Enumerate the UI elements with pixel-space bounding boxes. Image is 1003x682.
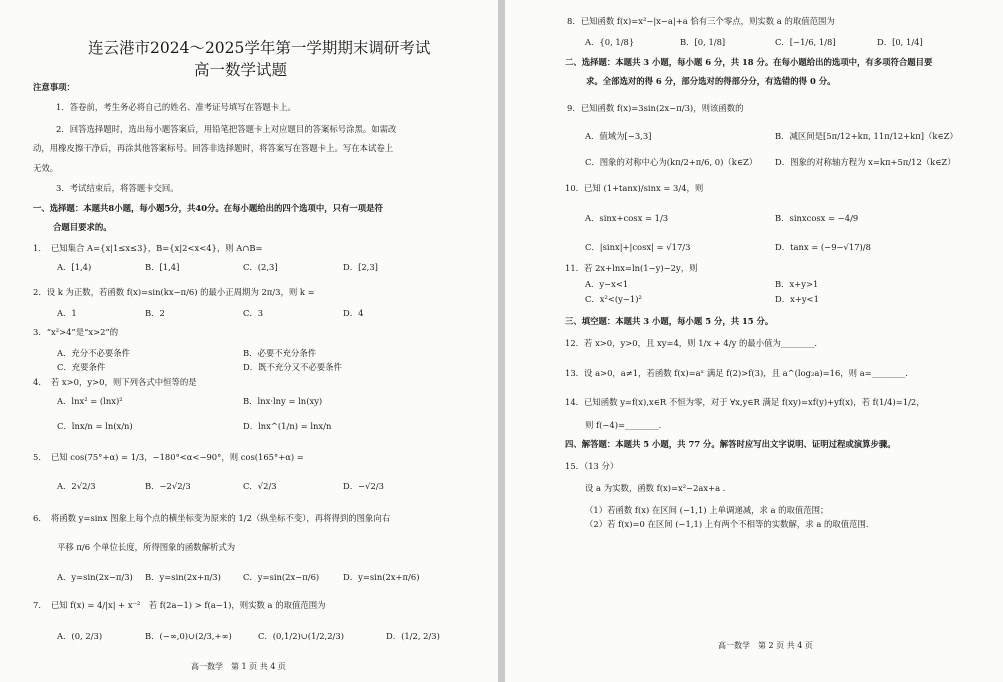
section-heading: 一、选择题：本题共8小题，每小题5分，共40分。在每小题给出的四个选项中，只有一项是符 <box>33 203 383 213</box>
page-footer: 高一数学 第 1 页 共 4 页 <box>191 662 286 671</box>
option: D．[0, 1/4] <box>877 37 923 47</box>
question-stem: 设 a 为实数，函数 f(x)=x²−2ax+a . <box>585 483 726 493</box>
notice-line: 2．回答选择题时，选出每小题答案后，用铅笔把答题卡上对应题目的答案标号涂黑。如需改 <box>56 124 397 134</box>
option: A．[1,4) <box>57 262 92 272</box>
option: C．(0,1/2)∪(1/2,2/3) <box>258 631 344 641</box>
option: A．(0, 2/3) <box>57 631 103 641</box>
page-footer: 高一数学 第 2 页 共 4 页 <box>718 641 813 650</box>
option: C．x²<(y−1)² <box>585 294 642 304</box>
option: B．y=sin(2x+π/3) <box>145 572 221 582</box>
question-part: （1）若函数 f(x) 在区间 (−1,1) 上单调递减，求 a 的取值范围； <box>585 505 829 515</box>
question-stem: 13．设 a>0，a≠1，若函数 f(x)=aˣ 满足 f(2)>f(3)，且 a^(log₂a)=16，则 a=________. <box>565 368 908 378</box>
option: A．sinx+cosx = 1/3 <box>585 213 669 223</box>
question-stem: 8．已知函数 f(x)=x²−|x−a|+a 恰有三个零点，则实数 a 的取值范围为 <box>567 16 835 26</box>
question-stem: 11．若 2x+lnx=ln(1−y)−2y，则 <box>565 263 698 273</box>
option: C．图象的对称中心为(kπ/2+π/6, 0)（k∈Z） <box>585 157 758 167</box>
option: A．2√2/3 <box>57 481 96 491</box>
question-stem: 15．（13 分） <box>565 461 619 471</box>
exam-title: 连云港市2024～2025学年第一学期期末调研考试 <box>88 39 431 57</box>
question-stem: 1． 已知集合 A={x|1≤x≤3}，B={x|2<x<4}，则 A∩B= <box>33 243 263 253</box>
option: A．y−x<1 <box>585 279 629 289</box>
question-stem: 4． 若 x>0，y>0，则下列各式中恒等的是 <box>33 377 197 387</box>
notice-line: 动，用橡皮擦干净后，再涂其他答案标号。回答非选择题时，将答案写在答题卡上。写在本试卷上 <box>33 143 394 153</box>
option: D．图象的对称轴方程为 x=kπ+5π/12（k∈Z） <box>775 157 956 167</box>
notice-line: 无效。 <box>33 163 59 173</box>
option: B．x+y>1 <box>775 279 819 289</box>
exam-subtitle: 高一数学试题 <box>194 61 288 79</box>
exam-page-2 <box>505 0 1003 682</box>
option: C．(2,3] <box>243 262 278 272</box>
notice-line: 1．答卷前，考生务必将自己的姓名、准考证号填写在答题卡上。 <box>56 102 296 112</box>
question-stem: 则 f(−4)=________. <box>585 420 662 430</box>
option: C．|sinx|+|cosx| = √17/3 <box>585 242 691 252</box>
option: A．lnx² = (lnx)² <box>57 396 123 406</box>
section-heading: 求。全部选对的得 6 分，部分选对的得部分分，有选错的得 0 分。 <box>586 76 836 86</box>
option: D．x+y<1 <box>775 294 819 304</box>
option: B．必要不充分条件 <box>243 348 317 358</box>
option: A．{0, 1/8} <box>585 37 635 47</box>
option: B．[0, 1/8] <box>680 37 726 47</box>
section-heading: 三、填空题：本题共 3 小题，每小题 5 分，共 15 分。 <box>565 316 774 326</box>
option: D．[2,3] <box>343 262 378 272</box>
option: C．lnx/n = ln(x/n) <box>57 421 133 431</box>
option: B．−2√2/3 <box>145 481 191 491</box>
option: B．(−∞,0)∪(2/3,+∞) <box>145 631 232 641</box>
option: D．既不充分又不必要条件 <box>243 362 342 372</box>
option: B．2 <box>145 308 165 318</box>
question-stem: 平移 π/6 个单位长度，所得图象的函数解析式为 <box>57 542 236 552</box>
notice-line: 3．考试结束后，将答题卡交回。 <box>56 183 179 193</box>
section-heading: 四、解答题：本题共 5 小题，共 77 分。解答时应写出文字说明、证明过程或演算步骤。 <box>565 439 896 449</box>
option: C．[−1/6, 1/8] <box>775 37 836 47</box>
question-stem: 12．若 x>0，y>0，且 xy=4，则 1/x + 4/y 的最小值为________. <box>565 338 818 348</box>
option: D．lnx^(1/n) = lnx/n <box>243 421 332 431</box>
question-stem: 10．已知 (1+tanx)/sinx = 3/4，则 <box>565 183 704 193</box>
option: A．充分不必要条件 <box>57 348 131 358</box>
question-stem: 14．已知函数 y=f(x),x∈R 不恒为零，对于 ∀x,y∈R 满足 f(xy)=xf(y)+yf(x)，若 f(1/4)=1/2， <box>565 397 925 407</box>
section-heading: 合题目要求的。 <box>53 222 112 232</box>
option: D．y=sin(2x+π/6) <box>343 572 420 582</box>
notice-heading: 注意事项： <box>33 82 75 92</box>
question-part: （2）若 f(x)=0 在区间 (−1,1) 上有两个不相等的实数解，求 a 的取值范围. <box>585 519 869 529</box>
option: B．[1,4] <box>145 262 180 272</box>
question-stem: 3．“x²>4”是“x>2”的 <box>33 327 119 337</box>
option: A．值域为[−3,3] <box>585 131 652 141</box>
option: D．(1/2, 2/3) <box>386 631 440 641</box>
option: B．sinxcosx = −4/9 <box>775 213 859 223</box>
option: D．−√2/3 <box>343 481 384 491</box>
option: B．lnx·lny = ln(xy) <box>243 396 323 406</box>
question-stem: 5． 已知 cos(75°+α) = 1/3，−180°<α<−90°，则 cos(165°+α) = <box>33 452 304 462</box>
option: C．y=sin(2x−π/6) <box>243 572 320 582</box>
option: C．3 <box>243 308 264 318</box>
question-stem: 2．设 k 为正数，若函数 f(x)=sin(kx−π/6) 的最小正周期为 2π/3，则 k = <box>33 287 315 297</box>
section-heading: 二、选择题：本题共 3 小题，每小题 6 分，共 18 分。在每小题给出的选项中，有多项符合题目要 <box>565 57 933 67</box>
option: B．减区间是[5π/12+kπ, 11π/12+kπ]（k∈Z） <box>775 131 958 141</box>
option: A．y=sin(2x−π/3) <box>57 572 133 582</box>
option: A．1 <box>57 308 77 318</box>
question-stem: 7． 已知 f(x) = 4/|x| + x⁻² 若 f(2a−1) > f(a−1)，则实数 a 的取值范围为 <box>33 600 326 610</box>
option: C．√2/3 <box>243 481 277 491</box>
option: D．4 <box>343 308 364 318</box>
question-stem: 6． 将函数 y=sinx 图象上每个点的横坐标变为原来的 1/2（纵坐标不变），再将得到的图象向右 <box>33 513 391 523</box>
question-stem: 9．已知函数 f(x)=3sin(2x−π/3)，则该函数的 <box>567 103 744 113</box>
option: D．tanx = (−9−√17)/8 <box>775 242 871 252</box>
exam-page-1 <box>0 0 498 682</box>
option: C．充要条件 <box>57 362 106 372</box>
